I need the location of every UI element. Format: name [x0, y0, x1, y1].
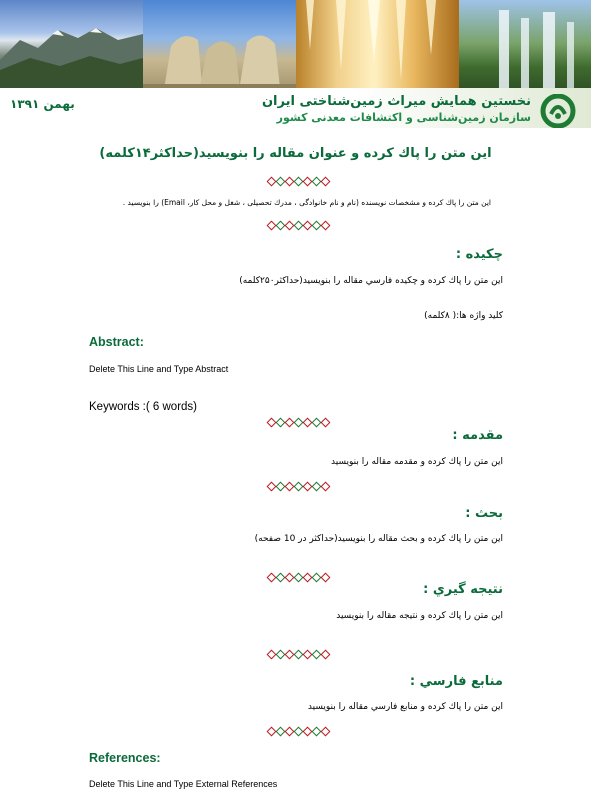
diamond-icon — [321, 726, 331, 736]
ornament-divider — [268, 220, 329, 230]
keywords-fa: كليد واژه ها:( ۸كلمه) — [424, 311, 503, 321]
stalactite-illustration — [296, 0, 459, 96]
mountain-photo — [0, 0, 143, 96]
abstract-en-text: Delete This Line and Type Abstract — [89, 364, 229, 374]
diamond-icon — [321, 417, 331, 427]
cave-photo — [296, 0, 459, 96]
waterfall-photo — [459, 0, 591, 96]
header-banner — [0, 0, 591, 96]
ornament-divider — [268, 572, 329, 582]
paper-title: اين متن را پاك كرده و عنوان مقاله را بنويسيد(حداكثر۱۴كلمه) — [99, 146, 492, 161]
diamond-icon — [321, 176, 331, 186]
organization-logo-icon — [539, 94, 577, 128]
conclusion-text: اين متن را پاك كرده و نتيجه مقاله را بنويسيد — [336, 611, 503, 621]
ornament-divider — [268, 417, 329, 427]
discussion-text: اين متن را پاك كرده و بحث مقاله را بنويسيد(حداكثر در 10 صفحه) — [254, 534, 503, 544]
conclusion-heading: نتيجه گيري : — [423, 582, 503, 597]
keywords-en: Keywords :( 6 words) — [89, 401, 198, 413]
author-info: اين متن را پاك كرده و مشخصات نويسنده (نام و نام خانوادگی ، مدرك تحصيلی ، شغل و محل كار، Email) را بنويسيد . — [122, 198, 491, 207]
rock-formation-photo — [143, 0, 296, 96]
refs-fa-heading: منابع فارسي : — [409, 674, 503, 689]
waterfall-illustration — [459, 0, 591, 96]
diamond-icon — [321, 572, 331, 582]
ornament-divider — [268, 481, 329, 491]
date-label: بهمن ۱۳۹۱ — [10, 97, 75, 111]
ornament-divider — [268, 176, 329, 186]
intro-text: اين متن را پاك كرده و مقدمه مقاله را بنويسيد — [331, 457, 503, 467]
intro-heading: مقدمه : — [452, 428, 503, 443]
diamond-icon — [321, 481, 331, 491]
diamond-icon — [321, 649, 331, 659]
ornament-divider — [268, 726, 329, 736]
refs-en-heading: References: — [89, 751, 161, 765]
abstract-fa-text: اين متن را پاك كرده و چكيده فارسي مقاله را بنويسيد(حداكثر۲۵۰كلمه) — [239, 276, 503, 286]
ornament-divider — [268, 649, 329, 659]
organization-name: سازمان زمين‌شناسی و اكتشافات معدنی كشور — [276, 111, 531, 124]
diamond-icon — [321, 220, 331, 230]
abstract-en-heading: Abstract: — [89, 335, 144, 349]
refs-en-text: Delete This Line and Type External References — [89, 779, 278, 789]
abstract-fa-heading: چكيده : — [455, 247, 503, 262]
conference-title: نخستين همايش ميراث زمين‌شناختی ايران — [261, 94, 531, 109]
rock-illustration — [143, 0, 296, 96]
mountain-illustration — [0, 0, 143, 96]
discussion-heading: بحث : — [465, 506, 503, 521]
refs-fa-text: اين متن را پاك كرده و منابع فارسي مقاله را بنويسيد — [307, 702, 503, 712]
